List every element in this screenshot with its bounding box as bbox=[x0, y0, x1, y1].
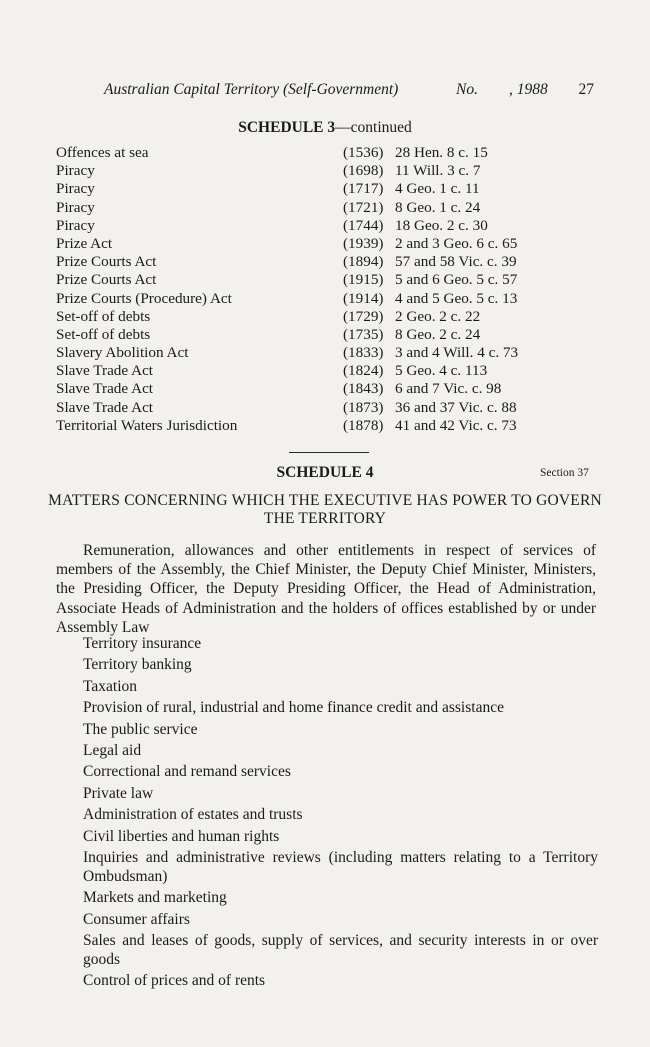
act-row bbox=[56, 235, 596, 253]
matter-item: Taxation bbox=[83, 677, 138, 695]
act-name: Piracy bbox=[56, 198, 95, 216]
matter-item: Sales and leases of goods, supply of services, and security interests in or over goods bbox=[83, 932, 598, 969]
act-citation: 8 Geo. 2 c. 24 bbox=[395, 325, 481, 343]
act-name: Slave Trade Act bbox=[56, 398, 154, 416]
act-year: (1873) bbox=[343, 398, 384, 416]
matter-item: Provision of rural, industrial and home finance credit and assistance bbox=[83, 699, 504, 717]
act-row bbox=[56, 253, 596, 271]
act-citation: 8 Geo. 1 c. 24 bbox=[395, 198, 481, 216]
act-citation: 4 Geo. 1 c. 11 bbox=[395, 180, 480, 198]
act-row bbox=[56, 217, 596, 235]
schedule-4-title: MATTERS CONCERNING WHICH THE EXECUTIVE HAS POWER TO GOVERN THE TERRITORY bbox=[48, 492, 602, 527]
act-name: Piracy bbox=[56, 216, 95, 234]
act-year: (1698) bbox=[343, 162, 384, 180]
act-row bbox=[56, 180, 596, 198]
act-citation: 11 Will. 3 c. 7 bbox=[395, 162, 481, 180]
act-year: (1735) bbox=[343, 325, 384, 343]
act-citation: 41 and 42 Vic. c. 73 bbox=[395, 416, 517, 434]
act-row bbox=[56, 362, 596, 380]
header-title: Australian Capital Territory (Self-Government) bbox=[104, 81, 399, 98]
schedule-3-heading bbox=[0, 118, 650, 138]
running-header bbox=[104, 80, 594, 100]
act-year: (1915) bbox=[343, 271, 384, 289]
act-citation: 36 and 37 Vic. c. 88 bbox=[395, 398, 517, 416]
schedule-4-section-reference: Section 37 bbox=[540, 467, 589, 479]
act-citation: 4 and 5 Geo. 5 c. 13 bbox=[395, 289, 518, 307]
page-number: 27 bbox=[578, 81, 594, 98]
act-year: (1939) bbox=[343, 234, 384, 252]
act-citation: 2 Geo. 2 c. 22 bbox=[395, 307, 481, 325]
schedule-4-matters-list bbox=[83, 634, 598, 990]
matter-item: Consumer affairs bbox=[83, 910, 190, 928]
matter-item: Markets and marketing bbox=[83, 889, 227, 907]
act-name: Piracy bbox=[56, 180, 95, 198]
act-row bbox=[56, 326, 596, 344]
matter-item: Legal aid bbox=[83, 741, 142, 759]
act-year: (1843) bbox=[343, 380, 384, 398]
act-year: (1744) bbox=[343, 216, 384, 234]
act-name: Offences at sea bbox=[56, 144, 149, 161]
act-citation: 2 and 3 Geo. 6 c. 65 bbox=[395, 234, 518, 252]
act-row bbox=[56, 162, 596, 180]
act-citation: 57 and 58 Vic. c. 39 bbox=[395, 253, 517, 271]
act-year: (1833) bbox=[343, 344, 384, 362]
schedule-4-heading: SCHEDULE 4 bbox=[276, 464, 374, 481]
act-year: (1536) bbox=[343, 144, 384, 161]
act-citation: 18 Geo. 2 c. 30 bbox=[395, 216, 488, 234]
act-name: Set-off of debts bbox=[56, 307, 151, 325]
remuneration-paragraph: Remuneration, allowances and other entitlements in respect of services of members of the Assembly, the Chief Minister, the Deputy Chief Minister, Ministers, the Presiding Officer, the Deputy Presiding Officer, the Head of Administration, Associate Heads of Administration and the holders of offices established by or under Assembly Law bbox=[56, 542, 596, 636]
act-row bbox=[56, 290, 596, 308]
act-name: Prize Courts Act bbox=[56, 271, 157, 289]
act-name: Prize Courts Act bbox=[56, 253, 157, 271]
act-name: Slavery Abolition Act bbox=[56, 344, 189, 362]
act-citation: 28 Hen. 8 c. 15 bbox=[395, 144, 488, 161]
act-row bbox=[56, 380, 596, 398]
act-name: Slave Trade Act bbox=[56, 380, 154, 398]
matter-item: Administration of estates and trusts bbox=[83, 806, 303, 824]
matter-item: The public service bbox=[83, 720, 198, 738]
act-name: Piracy bbox=[56, 162, 95, 180]
matter-item: Correctional and remand services bbox=[83, 763, 291, 781]
act-citation: 6 and 7 Vic. c. 98 bbox=[395, 380, 502, 398]
section-divider bbox=[289, 452, 369, 453]
act-year: (1894) bbox=[343, 253, 384, 271]
act-year: (1914) bbox=[343, 289, 384, 307]
act-year: (1878) bbox=[343, 416, 384, 434]
act-year: (1824) bbox=[343, 362, 384, 380]
matter-item: Control of prices and of rents bbox=[83, 972, 266, 990]
matter-item: Inquiries and administrative reviews (including matters relating to a Territory Ombudsman) bbox=[83, 848, 598, 885]
act-name: Prize Act bbox=[56, 234, 113, 252]
schedule-3-continued: —continued bbox=[335, 119, 412, 136]
matter-item: Private law bbox=[83, 784, 154, 802]
act-row bbox=[56, 399, 596, 417]
act-name: Territorial Waters Jurisdiction bbox=[56, 416, 238, 434]
act-name: Set-off of debts bbox=[56, 325, 151, 343]
act-row bbox=[56, 344, 596, 362]
act-name: Slave Trade Act bbox=[56, 362, 154, 380]
schedule-3-title: SCHEDULE 3 bbox=[238, 119, 336, 136]
act-row bbox=[56, 144, 596, 162]
act-citation: 5 Geo. 4 c. 113 bbox=[395, 362, 488, 380]
act-name: Prize Courts (Procedure) Act bbox=[56, 289, 232, 307]
act-citation: 3 and 4 Will. 4 c. 73 bbox=[395, 344, 519, 362]
act-row bbox=[56, 417, 596, 435]
act-year: (1729) bbox=[343, 307, 384, 325]
act-year: (1721) bbox=[343, 198, 384, 216]
matter-item: Territory banking bbox=[83, 656, 192, 674]
matter-item: Territory insurance bbox=[83, 635, 202, 652]
matter-item: Civil liberties and human rights bbox=[83, 827, 280, 845]
act-row bbox=[56, 271, 596, 289]
act-year: (1717) bbox=[343, 180, 384, 198]
act-citation: 5 and 6 Geo. 5 c. 57 bbox=[395, 271, 518, 289]
act-row bbox=[56, 199, 596, 217]
act-row bbox=[56, 308, 596, 326]
schedule-3-acts-list bbox=[56, 144, 596, 435]
header-act-number-label: No. bbox=[456, 81, 478, 98]
header-year: , 1988 bbox=[509, 81, 548, 98]
